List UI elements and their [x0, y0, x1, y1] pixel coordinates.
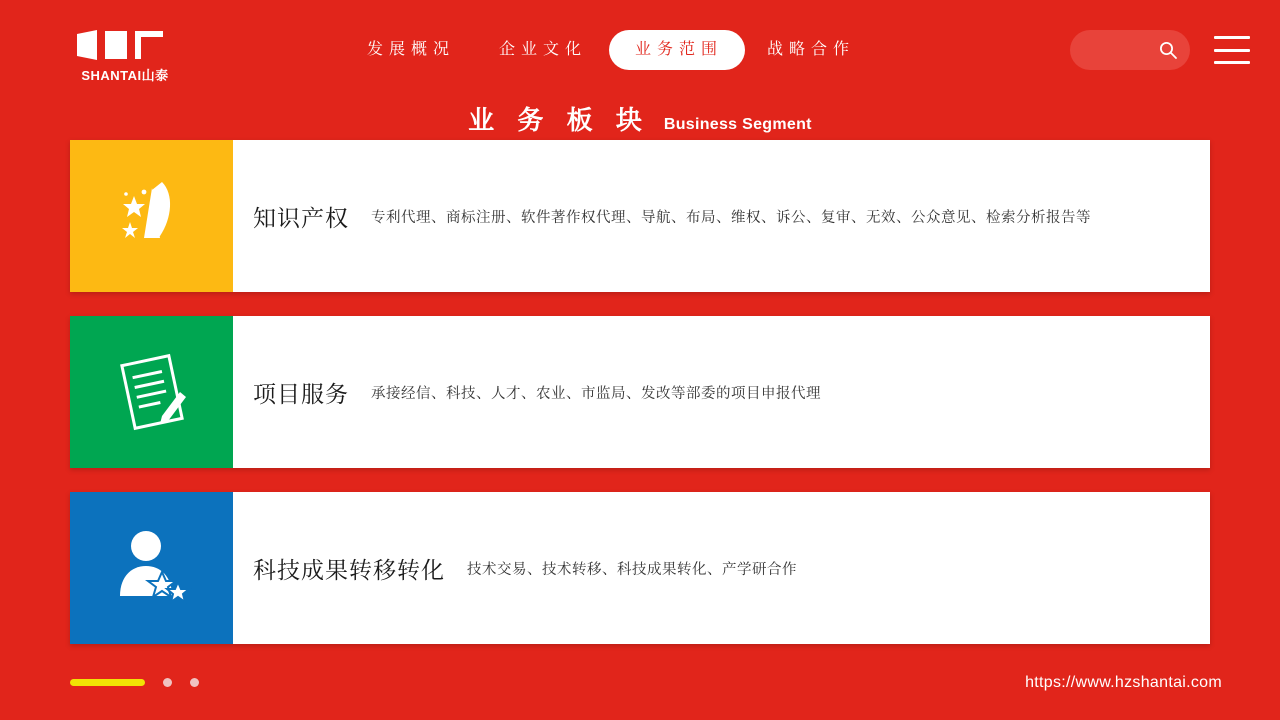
main-nav [345, 30, 877, 70]
card-intellectual-property[interactable] [70, 140, 1210, 292]
ip-rocket-star-icon [70, 140, 233, 292]
brand-logo-text: SHANTAI山泰 [81, 68, 169, 83]
page-title-cn: 业 务 板 块 [468, 105, 650, 135]
page-title-en: Business Segment [663, 116, 812, 133]
card-body-intellectual-property [233, 140, 1210, 292]
shantai-logo-icon [75, 28, 175, 62]
hamburger-menu-icon[interactable] [1214, 36, 1250, 64]
site-url: https://www.hzshantai.com [1025, 674, 1222, 691]
business-segment-list [70, 140, 1210, 668]
menu-line-3 [1214, 61, 1250, 64]
card-project-service[interactable] [70, 316, 1210, 468]
shantai-logo-svg [75, 28, 175, 62]
pagination-item-1[interactable] [70, 679, 145, 686]
card-body-project-service [233, 316, 1210, 468]
pagination-item-2[interactable] [163, 678, 172, 687]
nav-item-business[interactable]: 业务范围 [609, 30, 745, 70]
search-icon[interactable] [1158, 40, 1178, 60]
card-desc-intellectual-property: 专利代理、商标注册、软件著作权代理、导航、布局、维权、诉公、复审、无效、公众意见、检索分析报告等 [371, 209, 1091, 226]
nav-item-cooperation[interactable]: 战略合作 [767, 41, 856, 58]
search-box[interactable] [1070, 30, 1190, 70]
site-header [0, 0, 1280, 100]
card-desc-tech-transfer: 技术交易、技术转移、科技成果转化、产学研合作 [467, 561, 797, 578]
carousel-pagination [70, 678, 199, 687]
document-pen-icon [70, 316, 233, 468]
menu-line-2 [1214, 49, 1250, 52]
card-title-intellectual-property: 知识产权 [253, 204, 349, 231]
menu-line-1 [1214, 36, 1250, 39]
person-stars-icon [70, 492, 233, 644]
page-title [0, 100, 1280, 137]
brand-logo[interactable] [70, 28, 180, 84]
nav-item-culture[interactable]: 企业文化 [499, 41, 588, 58]
nav-item-development[interactable]: 发展概况 [367, 41, 456, 58]
card-title-tech-transfer: 科技成果转移转化 [253, 556, 445, 583]
pagination-item-3[interactable] [190, 678, 199, 687]
card-tech-transfer[interactable] [70, 492, 1210, 644]
card-desc-project-service: 承接经信、科技、人才、农业、市监局、发改等部委的项目申报代理 [371, 385, 821, 402]
card-title-project-service: 项目服务 [253, 380, 349, 407]
card-body-tech-transfer [233, 492, 1210, 644]
